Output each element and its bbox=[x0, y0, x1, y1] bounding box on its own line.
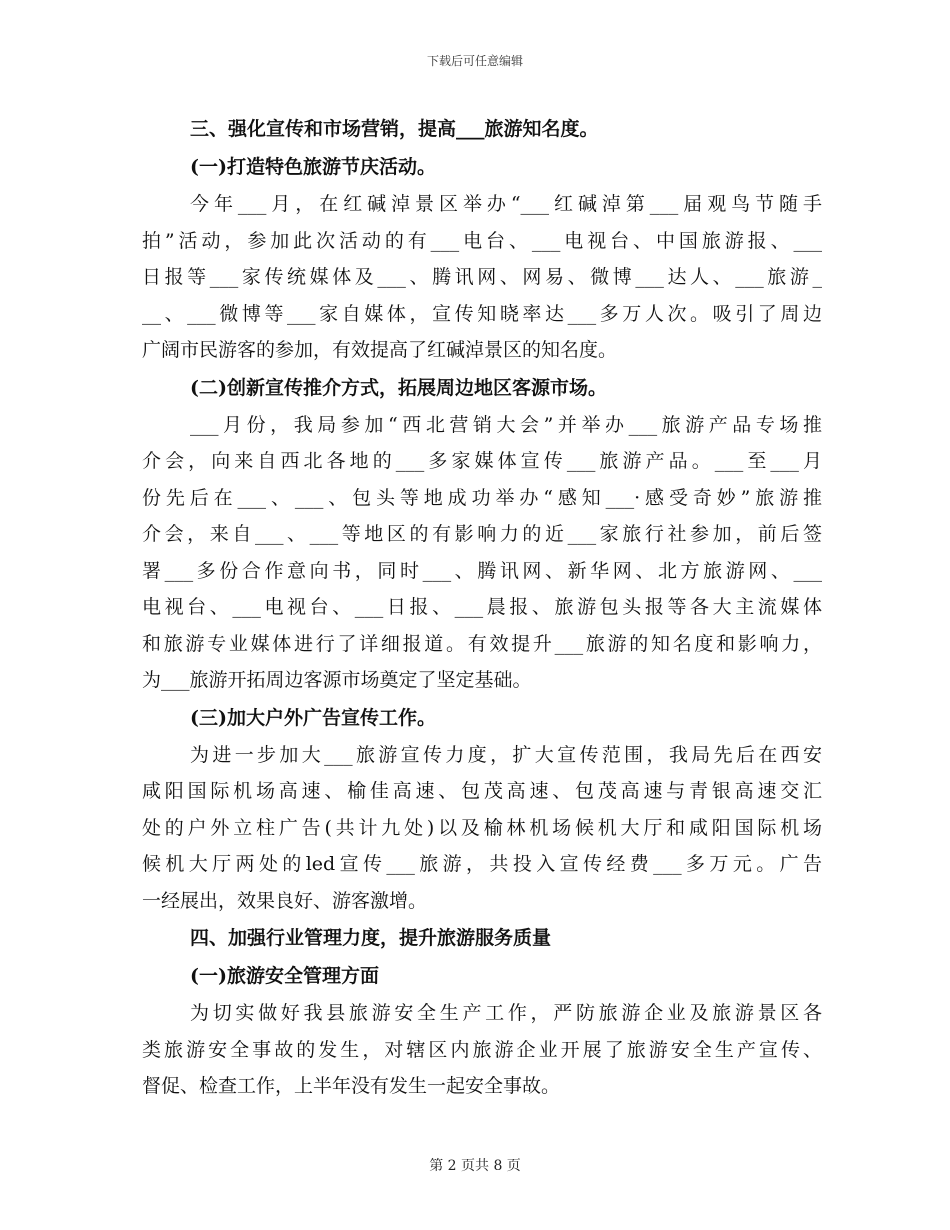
section-heading: 四、加强行业管理力度，提升旅游服务质量 bbox=[190, 927, 552, 949]
paragraph-line: 拍”活动，参加此次活动的有___电台、___电视台、中国旅游报、___ bbox=[142, 229, 822, 252]
paragraph-line: 和旅游专业媒体进行了详细报道。有效提升___旅游的知名度和影响力， bbox=[142, 632, 822, 655]
paragraph-line: 一经展出，效果良好、游客激增。 bbox=[142, 889, 428, 912]
paragraph-line: 介会，来自___、___等地区的有影响力的近___家旅行社参加，前后签 bbox=[142, 523, 822, 545]
paragraph-line: 为切实做好我县旅游安全生产工作，严防旅游企业及旅游景区各 bbox=[190, 1002, 822, 1024]
paragraph-line: 督促、检查工作，上半年没有发生一起安全事故。 bbox=[142, 1075, 561, 1097]
section-heading: 三、强化宣传和市场营销，提高___旅游知名度。 bbox=[190, 118, 599, 140]
paragraph-line: 介会，向来自西北各地的___多家媒体宣传___旅游产品。___至___月 bbox=[142, 450, 822, 472]
paragraph-line: ___月份，我局参加“西北营销大会”并举办___旅游产品专场推 bbox=[190, 413, 822, 436]
paragraph-line: 候机大厅两处的led宣传___旅游，共投入宣传经费___多万元。广告 bbox=[142, 853, 822, 875]
subsection-heading: (一)打造特色旅游节庆活动。 bbox=[190, 156, 436, 178]
page-footer: 第 2 页共 8 页 bbox=[429, 1158, 521, 1174]
paragraph-line: 份先后在___、___、包头等地成功举办“感知___·感受奇妙”旅游推 bbox=[142, 486, 822, 509]
page-header-note: 下载后可任意编辑 bbox=[426, 54, 523, 68]
subsection-heading: (三)加大户外广告宣传工作。 bbox=[190, 706, 436, 729]
paragraph-line: 为进一步加大___旅游宣传力度，扩大宣传范围，我局先后在西安 bbox=[190, 743, 822, 766]
paragraph-line: 广阔市民游客的参加，有效提高了红碱淖景区的知名度。 bbox=[142, 339, 618, 361]
paragraph-line: 处的户外立柱广告(共计九处)以及榆林机场候机大厅和咸阳国际机场 bbox=[142, 816, 822, 839]
paragraph-line: 电视台、___电视台、___日报、___晨报、旅游包头报等各大主流媒体 bbox=[142, 596, 822, 618]
paragraph-line: __、___微博等___家自媒体，宣传知晓率达___多万人次。吸引了周边 bbox=[142, 302, 822, 325]
paragraph bbox=[142, 737, 822, 920]
paragraph-line: 日报等___家传统媒体及___、腾讯网、网易、微博___达人、___旅游_ bbox=[142, 266, 822, 288]
paragraph-line: 咸阳国际机场高速、榆佳高速、包茂高速、包茂高速与青银高速交汇 bbox=[142, 780, 822, 802]
paragraph bbox=[142, 995, 822, 1105]
document-body bbox=[142, 110, 822, 1105]
subsection-heading: (二)创新宣传推介方式，拓展周边地区客源市场。 bbox=[190, 376, 607, 399]
subsection-heading: (一)旅游安全管理方面 bbox=[190, 965, 379, 987]
paragraph-line: 署___多份合作意向书，同时___、腾讯网、新华网、北方旅游网、___ bbox=[142, 559, 822, 582]
paragraph bbox=[142, 186, 822, 369]
paragraph bbox=[142, 407, 822, 699]
paragraph-line: 为___旅游开拓周边客源市场奠定了坚定基础。 bbox=[142, 669, 532, 691]
paragraph-line: 类旅游安全事故的发生，对辖区内旅游企业开展了旅游安全生产宣传、 bbox=[142, 1038, 822, 1061]
paragraph-line: 今年___月，在红碱淖景区举办“___红碱淖第___届观鸟节随手 bbox=[190, 193, 822, 215]
